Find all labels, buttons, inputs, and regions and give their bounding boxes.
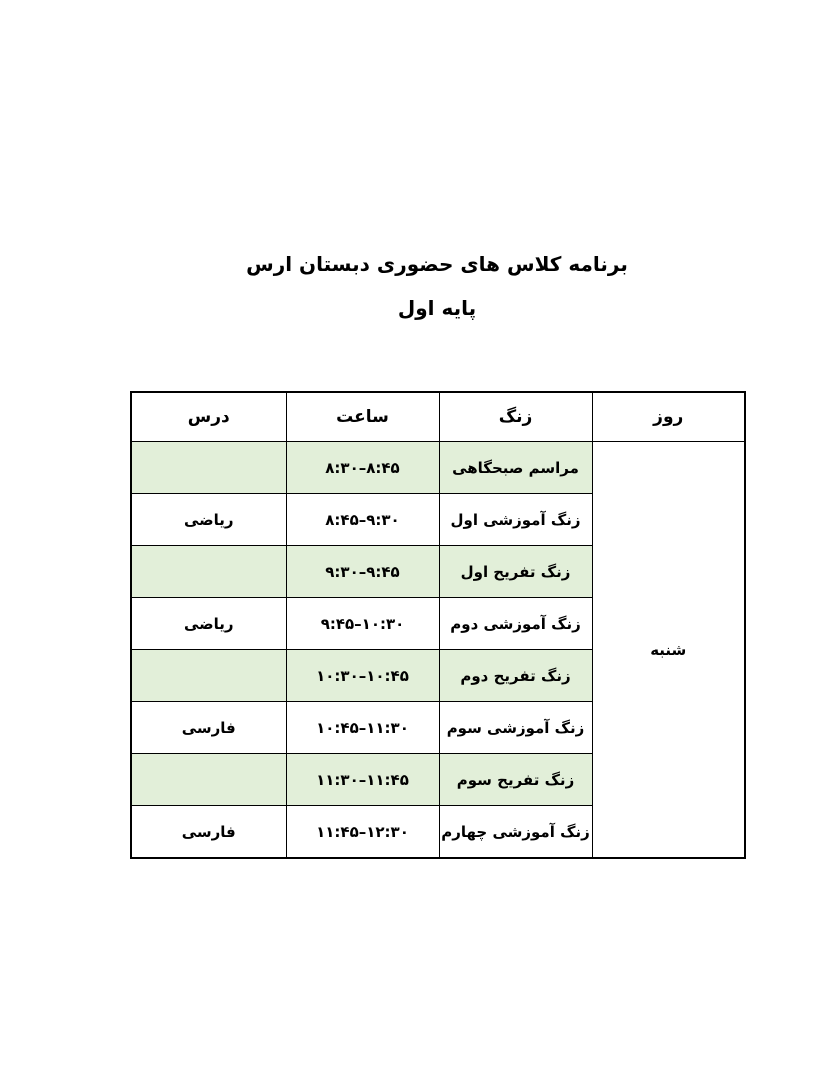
table-row [131,442,745,494]
bell-cell: زنگ تفریح دوم [439,650,592,702]
time-text: ۸:۴۵–۹:۳۰ [325,510,400,529]
time-cell [286,494,439,546]
time-cell [286,598,439,650]
bell-cell: زنگ تفریح سوم [439,754,592,806]
subject-cell [131,754,286,806]
time-text: ۱۰:۴۵–۱۱:۳۰ [316,718,409,737]
time-cell [286,650,439,702]
time-text: ۸:۳۰–۸:۴۵ [325,458,400,477]
day-cell: شنبه [592,442,745,859]
bell-cell: زنگ آموزشی چهارم [439,806,592,859]
subject-cell: فارسی [131,702,286,754]
time-text: ۱۰:۳۰–۱۰:۴۵ [316,666,409,685]
time-cell [286,546,439,598]
schedule-table [130,391,746,859]
time-cell [286,702,439,754]
subject-cell: فارسی [131,806,286,859]
bell-cell: زنگ تفریح اول [439,546,592,598]
subject-cell [131,442,286,494]
bell-cell: زنگ آموزشی اول [439,494,592,546]
subject-cell: ریاضی [131,598,286,650]
header-bell: زنگ [439,392,592,442]
header-time: ساعت [286,392,439,442]
time-text: ۱۱:۴۵–۱۲:۳۰ [316,822,409,841]
header-day: روز [592,392,745,442]
subject-cell: ریاضی [131,494,286,546]
time-cell [286,754,439,806]
bell-cell: زنگ آموزشی دوم [439,598,592,650]
time-cell [286,806,439,859]
bell-cell: مراسم صبحگاهی [439,442,592,494]
page-subtitle: پایه اول [397,296,477,320]
time-cell [286,442,439,494]
time-text: ۹:۴۵–۱۰:۳۰ [320,614,405,633]
header-subject: درس [131,392,286,442]
bell-cell: زنگ آموزشی سوم [439,702,592,754]
time-text: ۱۱:۳۰–۱۱:۴۵ [316,770,409,789]
time-text: ۹:۳۰–۹:۴۵ [325,562,400,581]
page-title: برنامه کلاس های حضوری دبستان ارس [246,252,628,276]
header-row [131,392,745,442]
subject-cell [131,546,286,598]
subject-cell [131,650,286,702]
